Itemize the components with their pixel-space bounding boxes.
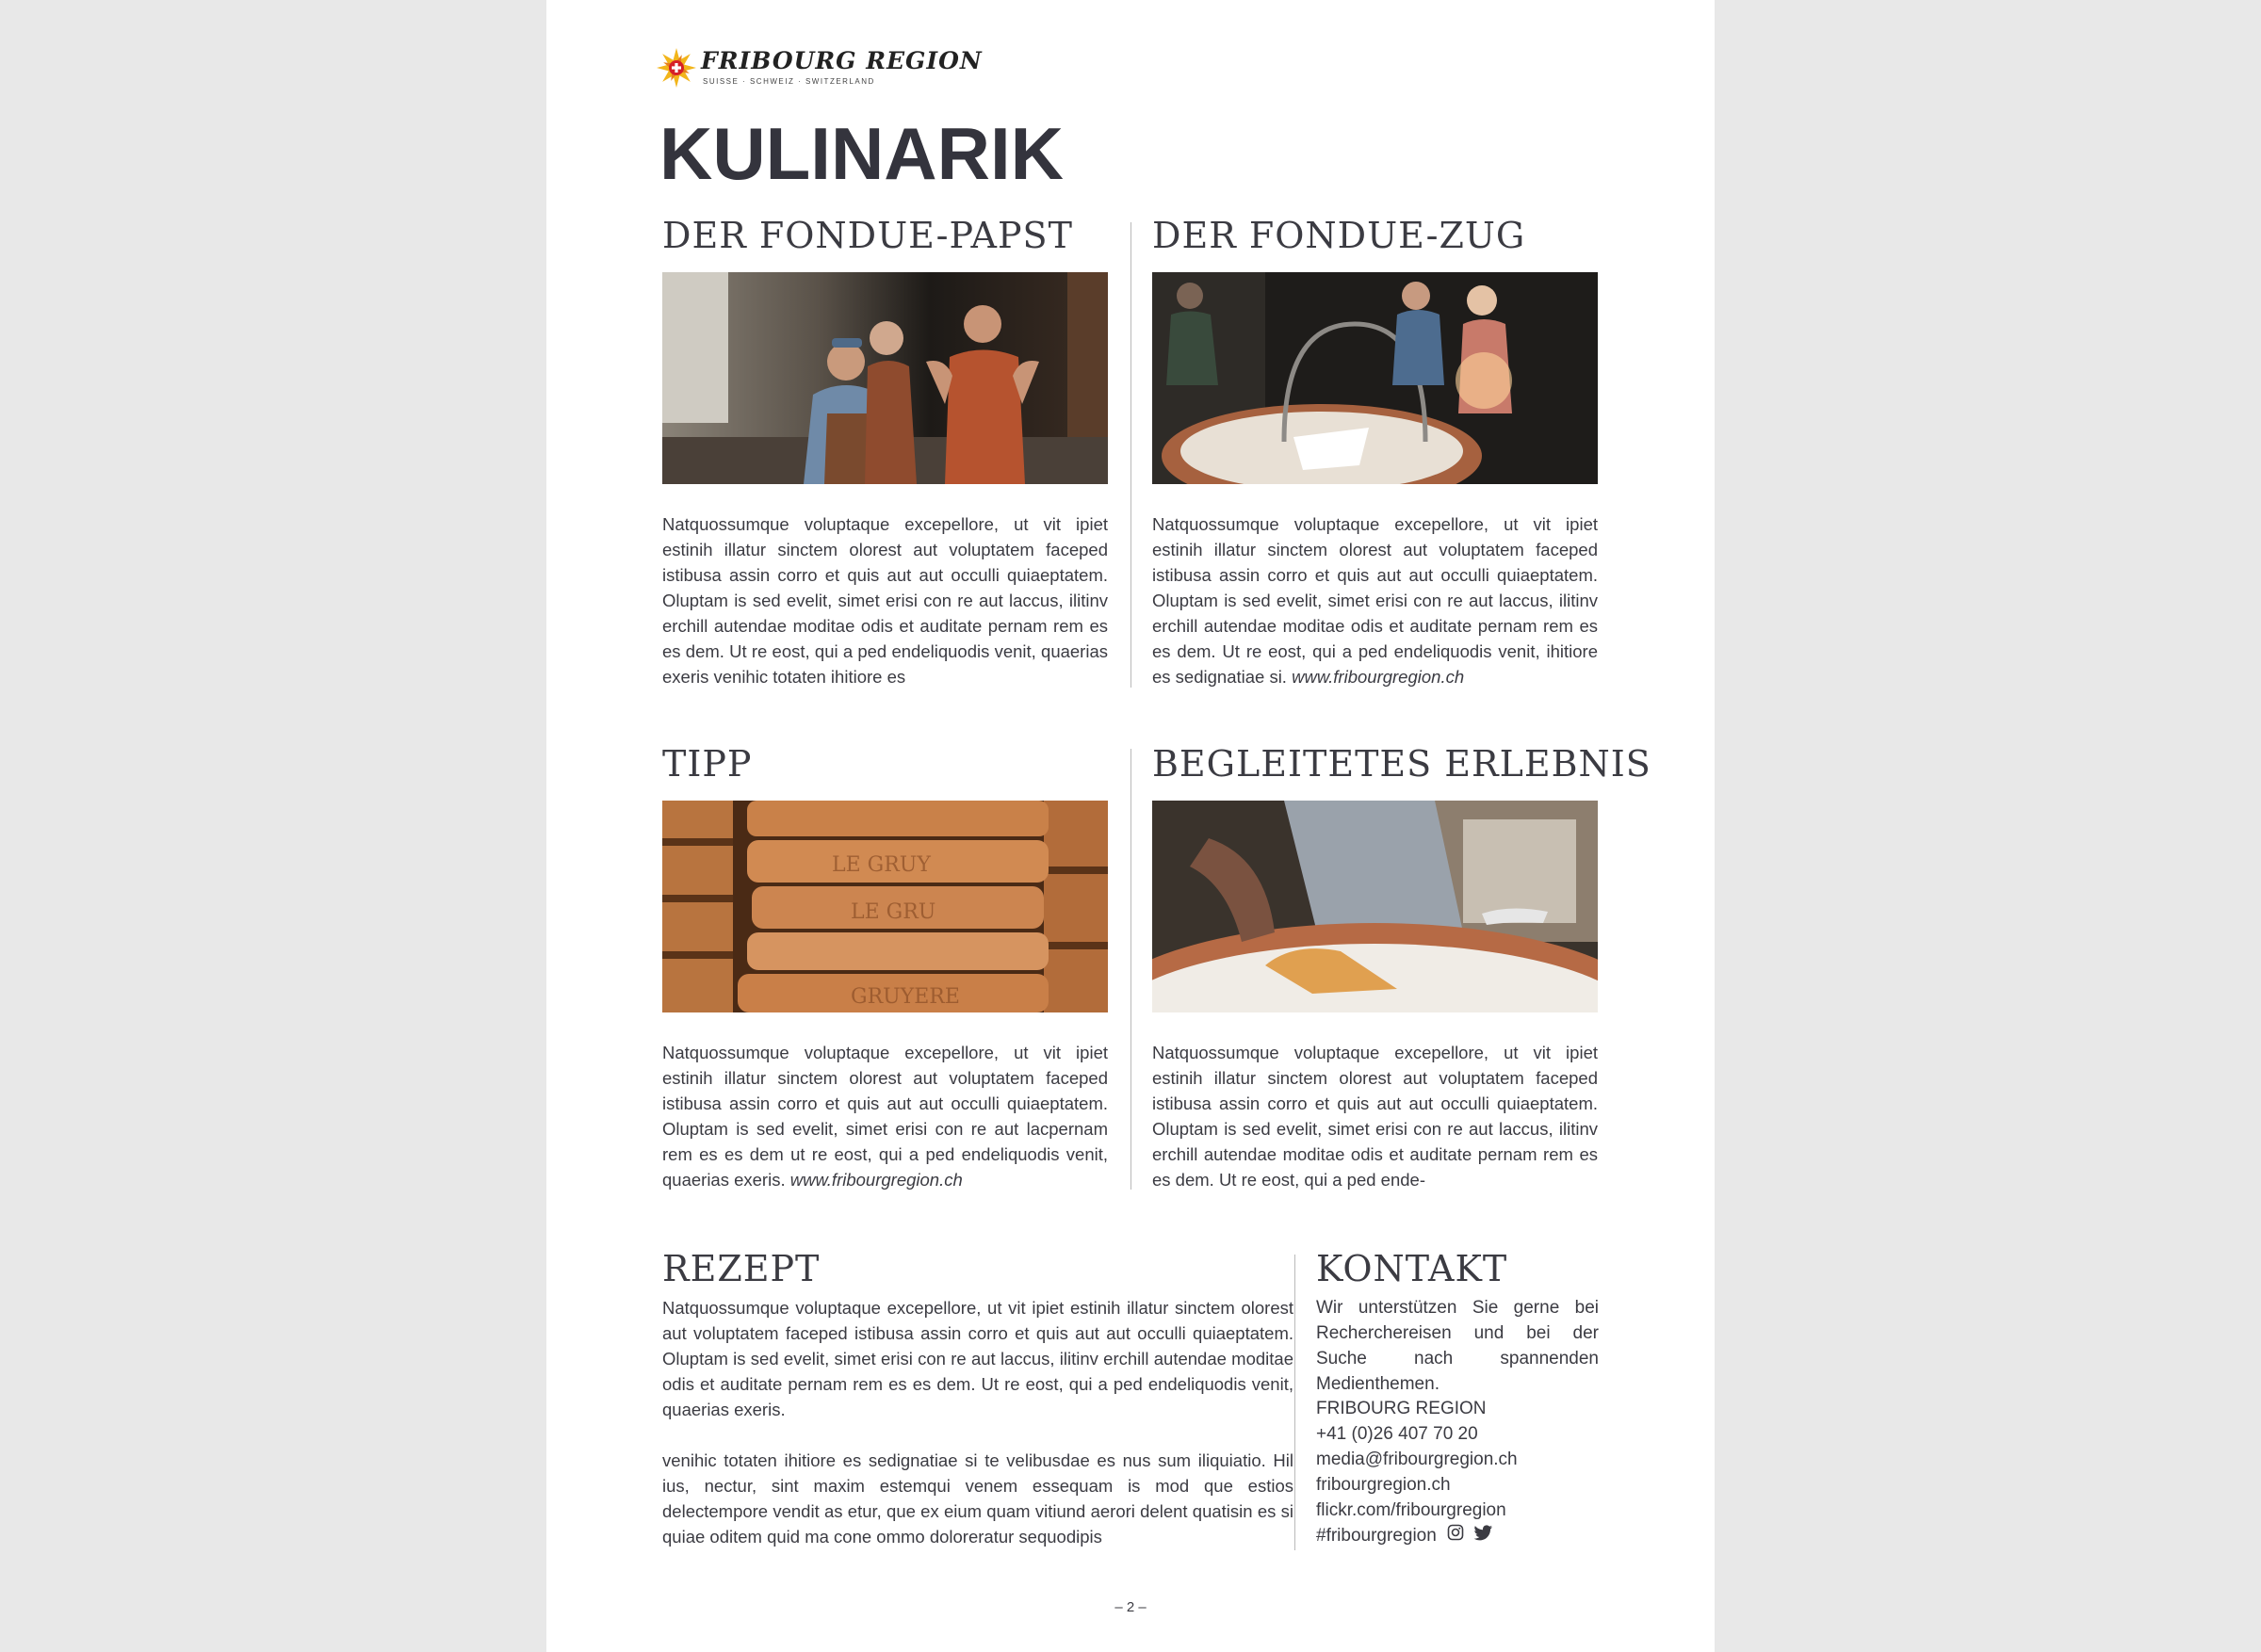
section-text-fondue-papst: Natquossumque voluptaque excepellore, ut vit ipiet estinih illatur sinctem olorest aut voluptatem faceped istibusa assin corro et quis aut aut occulli quiaeptatem. Oluptam is sed evelit, simet erisi con re aut laccus, ilitinv erchill autendae moditae odis et auditate pernam rem es es dem. Ut re eost, qui a ped endeliquodis venit, quaerias exeris venihic totaten ihitiore es [662,514,1108,687]
column-divider [1130,749,1131,1190]
brand-tagline: SUISSE · SCHWEIZ · SWITZERLAND [703,77,875,86]
document-page [546,0,1715,1652]
contact-hashtag[interactable]: #fribourgregion [1316,1526,1437,1546]
svg-text:LE GRUY: LE GRUY [832,853,931,877]
section-text-tipp: Natquossumque voluptaque excepellore, ut vit ipiet estinih illatur sinctem olorest aut voluptatem faceped istibusa assin corro et quis aut aut occulli quiaeptatem. Oluptam is sed evelit, simet erisi con re aut lacpernam rem es es dem ut re eost, qui a ped endeliquodis venit, quaerias exeris. www.fribourgregion.ch [662,1043,1108,1190]
section-title-tipp: TIPP [662,743,753,785]
svg-text:LE GRU: LE GRU [851,900,936,924]
brand-name: FRIBOURG REGION [701,47,983,74]
instagram-icon[interactable] [1447,1523,1464,1548]
contact-org: FRIBOURG REGION [1316,1399,1487,1418]
contact-phone[interactable]: +41 (0)26 407 70 20 [1316,1424,1478,1444]
rezept-paragraph-2: venihic totaten ihitiore es sedignatiae si te velibusdae es nus sum iliquiatio. Hil ius, nectur, sint maxim estemqui venem essequam is mod que estios delectempore vendit as etur, que ex eium quam vitiund aerori delent quatisin es si quiae oditem quid ma cone ommo doloreratur sequodipis [662,1450,1293,1547]
contact-flickr[interactable]: flickr.com/fribourgregion [1316,1500,1506,1520]
column-divider [1130,222,1131,688]
website-link[interactable]: www.fribourgregion.ch [1292,667,1465,687]
svg-text:GRUYERE: GRUYERE [851,985,960,1009]
column-divider [1294,1255,1295,1550]
section-title-erlebnis: BEGLEITETES ERLEBNIS [1152,743,1651,785]
photo-gruyere-wheels [662,801,1108,1012]
page-title: KULINARIK [659,112,1064,195]
contact-email[interactable]: media@fribourgregion.ch [1316,1450,1518,1469]
twitter-icon[interactable] [1474,1523,1493,1548]
section-text-erlebnis: Natquossumque voluptaque excepellore, ut vit ipiet estinih illatur sinctem olorest aut voluptatem faceped istibusa assin corro et quis aut aut occulli quiaeptatem. Oluptam is sed evelit, simet erisi con re aut laccus, ilitinv erchill autendae moditae odis et auditate pernam rem es es dem. Ut re eost, qui a ped ende- [1152,1043,1598,1190]
page-number: – 2 – [1114,1599,1147,1615]
contact-website[interactable]: fribourgregion.ch [1316,1475,1451,1495]
contact-hashtag-row [1316,1523,1618,1548]
website-link[interactable]: www.fribourgregion.ch [789,1170,963,1190]
brand-logo[interactable] [656,43,983,94]
section-text-fondue-zug: Natquossumque voluptaque excepellore, ut vit ipiet estinih illatur sinctem olorest aut voluptatem faceped istibusa assin corro et quis aut aut occulli quiaeptatem. Oluptam is sed evelit, simet erisi con re aut laccus, ilitinv erchill autendae moditae odis et auditate pernam rem es es dem. Ut re eost, qui a ped endeliquodis venit, ihitiore es sedignatiae si. www.fribourgregion.ch [1152,514,1598,687]
section-title-fondue-zug: DER FONDUE-ZUG [1152,215,1526,256]
photo-fondue-cauldron [1152,272,1598,484]
rezept-paragraph-1: Natquossumque voluptaque excepellore, ut vit ipiet estinih illatur sinctem olorest aut voluptatem faceped istibusa assin corro et quis aut aut occulli quiaeptatem. Oluptam is sed evelit, simet erisi con re aut laccus, ilitinv erchill autendae moditae odis et auditate pernam rem es es dem. Ut re eost, qui a ped endeliquodis venit, quaerias exeris. [662,1298,1293,1419]
photo-cheesemakers [662,272,1108,484]
section-title-rezept: REZEPT [662,1248,821,1289]
kontakt-intro: Wir unterstützen Sie gerne bei Recherchereisen und bei der Suche nach spannenden Medienthemen. [1316,1298,1599,1394]
photo-cheesemaking-vat [1152,801,1598,1012]
edelweiss-logo-icon [656,47,697,89]
section-title-fondue-papst: DER FONDUE-PAPST [662,215,1073,256]
contact-details [1316,1396,1618,1548]
section-title-kontakt: KONTAKT [1316,1248,1508,1289]
